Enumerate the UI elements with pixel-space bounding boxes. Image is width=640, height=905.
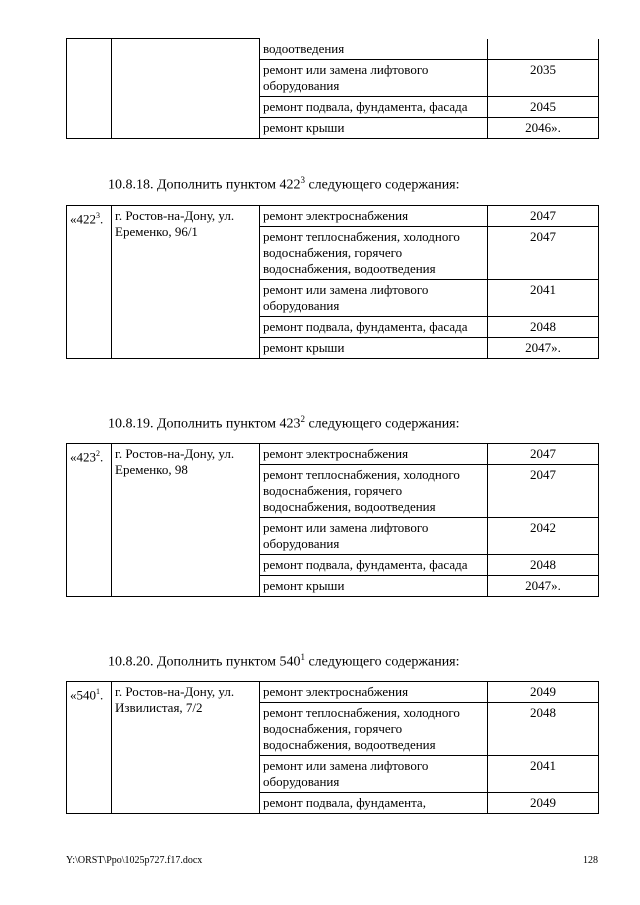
work-cell: ремонт или замена лифтового оборудования — [260, 756, 488, 793]
year-cell: 2048 — [488, 317, 599, 338]
work-cell: водоотведения — [260, 39, 488, 60]
paragraph-text: 10.8.19. Дополнить пунктом 423 — [108, 416, 301, 432]
work-cell: ремонт крыши — [260, 117, 488, 138]
address-cell: г. Ростов-на-Дону, ул. Еременко, 96/1 — [112, 206, 260, 359]
year-cell: 2046». — [488, 117, 599, 138]
work-cell: ремонт подвала, фундамента, — [260, 793, 488, 814]
table-item-422-3 — [66, 205, 599, 359]
address-cell: г. Ростов-на-Дону, ул. Еременко, 98 — [112, 444, 260, 597]
year-cell: 2041 — [488, 756, 599, 793]
work-cell: ремонт подвала, фундамента, фасада — [260, 317, 488, 338]
year-cell — [488, 39, 599, 60]
year-cell: 2048 — [488, 703, 599, 756]
number-cell: «$423^2$. — [67, 444, 112, 597]
paragraph-superscript: 2 — [300, 414, 305, 424]
paragraph-10-8-19 — [108, 410, 460, 434]
number-cell — [67, 39, 112, 139]
year-cell: 2045 — [488, 96, 599, 117]
year-cell: 2041 — [488, 280, 599, 317]
table-row — [67, 206, 599, 227]
table-row — [67, 39, 599, 60]
work-cell: ремонт теплоснабжения, холодного водоснабжения, горячего водоснабжения, водоотведения — [260, 227, 488, 280]
year-cell: 2047 — [488, 465, 599, 518]
number-cell: «$422^3$. — [67, 206, 112, 359]
address-cell — [112, 39, 260, 139]
year-cell: 2047 — [488, 206, 599, 227]
paragraph-text: следующего содержания: — [304, 416, 460, 432]
year-cell: 2047». — [488, 338, 599, 359]
table-row — [67, 682, 599, 703]
footer-page-number: 128 — [583, 855, 598, 866]
paragraph-text: 10.8.18. Дополнить пунктом 422 — [108, 177, 301, 193]
table-continuation — [66, 38, 599, 139]
work-cell: ремонт теплоснабжения, холодного водоснабжения, горячего водоснабжения, водоотведения — [260, 703, 488, 756]
work-cell: ремонт электроснабжения — [260, 444, 488, 465]
paragraph-10-8-20 — [108, 648, 460, 672]
year-cell: 2035 — [488, 59, 599, 96]
table-item-423-2 — [66, 443, 599, 597]
paragraph-superscript: 1 — [300, 652, 305, 662]
year-cell: 2047». — [488, 576, 599, 597]
footer-file-path: Y:\ORST\Ppo\1025p727.f17.docx — [66, 855, 203, 866]
paragraph-text: следующего содержания: — [304, 177, 460, 193]
paragraph-superscript: 3 — [300, 175, 305, 185]
work-cell: ремонт крыши — [260, 576, 488, 597]
year-cell: 2048 — [488, 555, 599, 576]
table-row — [67, 444, 599, 465]
work-cell: ремонт подвала, фундамента, фасада — [260, 555, 488, 576]
year-cell: 2049 — [488, 793, 599, 814]
number-cell: «$540^1$. — [67, 682, 112, 814]
work-cell: ремонт крыши — [260, 338, 488, 359]
work-cell: ремонт или замена лифтового оборудования — [260, 59, 488, 96]
year-cell: 2049 — [488, 682, 599, 703]
work-cell: ремонт или замена лифтового оборудования — [260, 280, 488, 317]
work-cell: ремонт электроснабжения — [260, 206, 488, 227]
paragraph-text: следующего содержания: — [304, 654, 460, 670]
address-cell: г. Ростов-на-Дону, ул. Извилистая, 7/2 — [112, 682, 260, 814]
work-cell: ремонт или замена лифтового оборудования — [260, 518, 488, 555]
work-cell: ремонт подвала, фундамента, фасада — [260, 96, 488, 117]
paragraph-text: 10.8.20. Дополнить пунктом 540 — [108, 654, 301, 670]
work-cell: ремонт электроснабжения — [260, 682, 488, 703]
year-cell: 2047 — [488, 444, 599, 465]
table-item-540-1 — [66, 681, 599, 814]
year-cell: 2042 — [488, 518, 599, 555]
paragraph-10-8-18 — [108, 171, 460, 195]
work-cell: ремонт теплоснабжения, холодного водоснабжения, горячего водоснабжения, водоотведения — [260, 465, 488, 518]
year-cell: 2047 — [488, 227, 599, 280]
